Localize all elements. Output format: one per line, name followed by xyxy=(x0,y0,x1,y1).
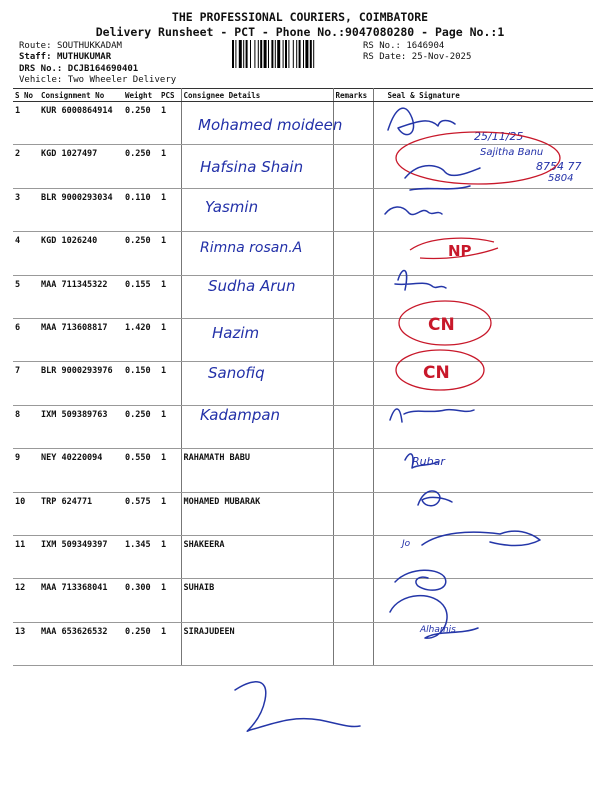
col-pcs: PCS xyxy=(159,89,181,102)
handwritten-name-8: Kadampan xyxy=(200,406,281,424)
signature-12 xyxy=(395,570,446,590)
cell-sno: 6 xyxy=(13,318,39,361)
staff-signature xyxy=(235,682,360,731)
cell-consignee: RAHAMATH BABU xyxy=(181,449,333,492)
cell-pcs: 1 xyxy=(159,318,181,361)
sig-text-9: Rubar xyxy=(412,455,445,468)
col-remarks: Remarks xyxy=(333,89,373,102)
cell-consignee: SIRAJUDEEN xyxy=(181,622,333,665)
cell-weight: 1.345 xyxy=(123,535,159,578)
cell-sno: 2 xyxy=(13,145,39,188)
cell-weight: 0.300 xyxy=(123,579,159,622)
cn-mark-6: CN xyxy=(428,315,455,335)
rs-no-value: 1646904 xyxy=(406,41,445,51)
cell-consignment: MAA 713608817 xyxy=(39,318,123,361)
cell-weight: 1.420 xyxy=(123,318,159,361)
signature-8 xyxy=(390,409,474,422)
cell-consignment: MAA 713368041 xyxy=(39,579,123,622)
note-name: Sajitha Banu xyxy=(480,147,544,158)
cell-consignee: SHAKEERA xyxy=(181,535,333,578)
handwritten-name-6: Hazim xyxy=(212,324,260,342)
cell-consignment: TRP 624771 xyxy=(39,492,123,535)
company-title: THE PROFESSIONAL COURIERS, COIMBATORE xyxy=(171,10,429,24)
cell-pcs: 1 xyxy=(159,145,181,188)
cell-weight: 0.250 xyxy=(123,622,159,665)
cell-sno: 12 xyxy=(13,579,39,622)
sig-text-13: Alhamis xyxy=(420,625,456,635)
col-consignee: Consignee Details xyxy=(181,89,333,102)
cell-consignment: BLR 9000293034 xyxy=(39,188,123,231)
cell-pcs: 1 xyxy=(159,275,181,318)
cell-consignment: IXM 509389763 xyxy=(39,405,123,448)
cell-pcs: 1 xyxy=(159,535,181,578)
cell-sno: 11 xyxy=(13,535,39,578)
cell-pcs: 1 xyxy=(159,492,181,535)
cell-sno: 8 xyxy=(13,405,39,448)
runsheet-title: Delivery Runsheet - PCT - Phone No.:9047080280 - Page No.:1 xyxy=(95,25,505,39)
handwritten-name-5: Sudha Arun xyxy=(208,277,296,295)
cell-sno: 9 xyxy=(13,449,39,492)
cell-sno: 4 xyxy=(13,232,39,275)
col-seal: Seal & Signature xyxy=(373,89,593,102)
handwritten-name-3: Yasmin xyxy=(205,198,259,216)
cell-sno: 7 xyxy=(13,362,39,405)
cell-weight: 0.550 xyxy=(123,449,159,492)
cell-sno: 3 xyxy=(13,188,39,231)
note-date: 25/11/25 xyxy=(474,130,524,143)
cell-pcs: 1 xyxy=(159,102,181,145)
sig-text-11: Jo xyxy=(402,539,411,549)
cell-consignment: MAA 711345322 xyxy=(39,275,123,318)
handwritten-name-7: Sanofiq xyxy=(208,364,265,382)
cell-pcs: 1 xyxy=(159,449,181,492)
handwritten-name-2: Hafsina Shain xyxy=(200,158,304,176)
cell-consignment: MAA 653626532 xyxy=(39,622,123,665)
rs-date-label: RS Date: xyxy=(363,52,407,62)
cell-weight: 0.250 xyxy=(123,232,159,275)
signature-10 xyxy=(418,491,452,506)
drs-value: DCJB164690401 xyxy=(67,64,139,74)
cell-weight: 0.250 xyxy=(123,102,159,145)
cell-pcs: 1 xyxy=(159,188,181,231)
col-sno: S No xyxy=(13,89,39,102)
cell-consignment: KGD 1026240 xyxy=(39,232,123,275)
cell-weight: 0.155 xyxy=(123,275,159,318)
route-label: Route: xyxy=(19,41,52,51)
cell-pcs: 1 xyxy=(159,405,181,448)
staff-label: Staff: xyxy=(19,52,52,62)
cell-consignment: NEY 40220094 xyxy=(39,449,123,492)
cell-weight: 0.250 xyxy=(123,145,159,188)
handwritten-name-1: Mohamed moideen xyxy=(198,116,343,134)
vehicle-value: Two Wheeler Delivery xyxy=(67,75,177,85)
cell-sno: 5 xyxy=(13,275,39,318)
cell-weight: 0.150 xyxy=(123,362,159,405)
signature-11 xyxy=(422,531,540,545)
signature-2 xyxy=(405,166,480,190)
signature-3 xyxy=(385,207,442,215)
cell-weight: 0.575 xyxy=(123,492,159,535)
handwritten-name-4: Rimna rosan.A xyxy=(200,240,303,256)
cell-pcs: 1 xyxy=(159,622,181,665)
cell-pcs: 1 xyxy=(159,579,181,622)
cell-sno: 10 xyxy=(13,492,39,535)
cell-consignment: BLR 9000293976 xyxy=(39,362,123,405)
cell-weight: 0.110 xyxy=(123,188,159,231)
cell-sno: 13 xyxy=(13,622,39,665)
vehicle-label: Vehicle: xyxy=(19,75,63,85)
cell-pcs: 1 xyxy=(159,362,181,405)
col-weight: Weight xyxy=(123,89,159,102)
signature-5 xyxy=(395,271,446,290)
cell-weight: 0.250 xyxy=(123,405,159,448)
note-num2: 5804 xyxy=(548,173,574,184)
cell-consignment: IXM 509349397 xyxy=(39,535,123,578)
cell-sno: 1 xyxy=(13,102,39,145)
rs-no-label: RS No.: xyxy=(363,41,401,51)
staff-value: MUTHUKUMAR xyxy=(56,52,112,62)
cell-consignment: KGD 1027497 xyxy=(39,145,123,188)
col-consignment: Consignment No xyxy=(39,89,123,102)
rs-date-value: 25-Nov-2025 xyxy=(411,52,472,62)
cell-pcs: 1 xyxy=(159,232,181,275)
cell-consignee: MOHAMED MUBARAK xyxy=(181,492,333,535)
np-mark: NP xyxy=(448,242,472,260)
drs-label: DRS No.: xyxy=(19,64,63,74)
route-value: SOUTHUKKADAM xyxy=(56,41,122,51)
cell-consignee: SUHAIB xyxy=(181,579,333,622)
note-num1: 8754 77 xyxy=(536,160,582,173)
signature-1 xyxy=(388,108,455,135)
cn-mark-7: CN xyxy=(423,363,450,383)
cell-consignment: KUR 6000864914 xyxy=(39,102,123,145)
